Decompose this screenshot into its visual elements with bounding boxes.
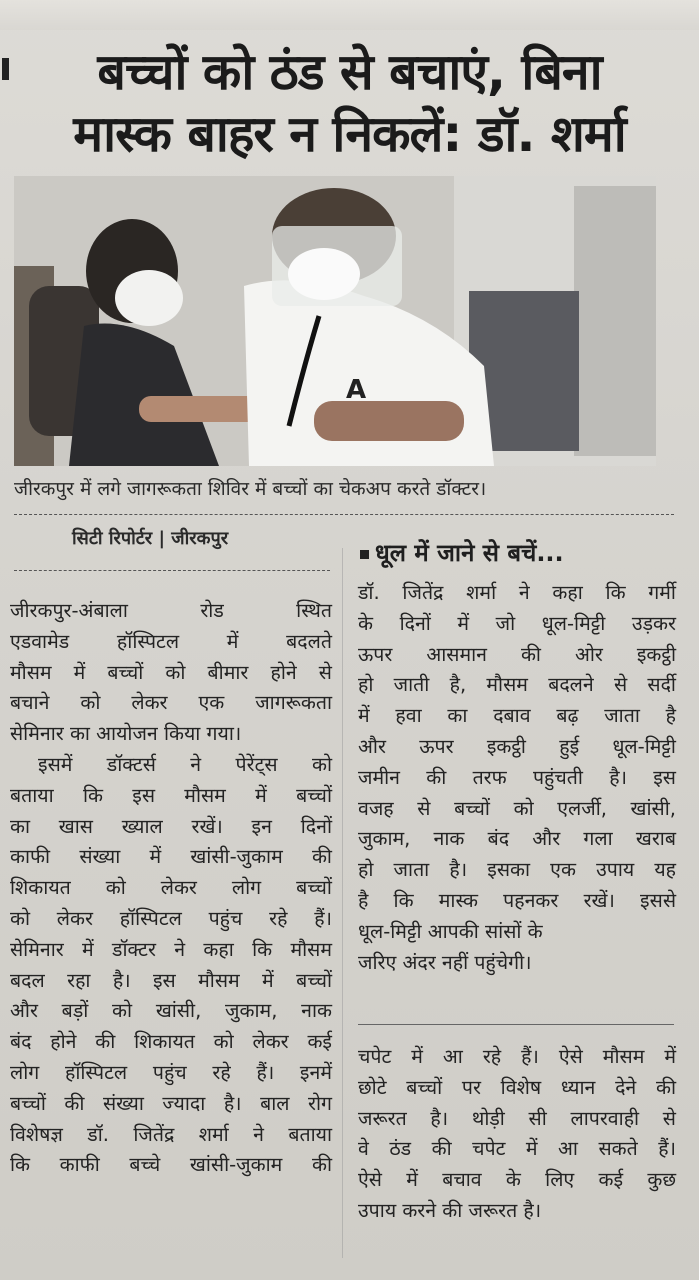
- text-line: जुकाम, नाक बंद और गला खराब: [358, 827, 676, 851]
- text-line: और बड़ों को खांसी, जुकाम, नाक: [10, 999, 332, 1023]
- text-line: विशेषज्ञ डॉ. जितेंद्र शर्मा ने बताया: [10, 1122, 332, 1146]
- text-line: मौसम में बच्चों को बीमार होने से: [10, 660, 332, 684]
- text-line: डॉ. जितेंद्र शर्मा ने कहा कि गर्मी: [358, 581, 676, 604]
- text-line: बच्चों की संख्या ज्यादा है। बाल रोग: [10, 1091, 332, 1115]
- headline-line-2: मास्क बाहर न निकलें: डॉ. शर्मा: [73, 105, 626, 163]
- text-line: लोग हॉस्पिटल पहुंच रहे हैं। इनमें: [10, 1060, 332, 1084]
- text-line: बचाने को लेकर एक जागरूकता: [10, 691, 332, 715]
- text-line: वे ठंड की चपेट में आ सकते हैं।: [358, 1137, 676, 1161]
- text-line: जरूरत है। थोड़ी सी लापरवाही से: [358, 1106, 676, 1130]
- news-photo: [14, 176, 656, 466]
- subheading: [360, 536, 564, 569]
- subheading-text: धूल में जाने से बचें...: [375, 539, 564, 567]
- text-line: को लेकर हॉस्पिटल पहुंच रहे हैं।: [10, 906, 332, 930]
- article-body-right: [358, 578, 676, 978]
- text-line: इसमें डॉक्टर्स ने पेरेंट्स को: [38, 752, 332, 776]
- bullet-square-icon: [360, 550, 369, 559]
- doctor-checkup-photo: [14, 176, 656, 466]
- text-line: जमीन की तरफ पहुंचती है। इस: [358, 765, 676, 789]
- text-line: एडवामेड हॉस्पिटल में बदलते: [10, 629, 332, 653]
- text-line: हो जाती है, मौसम बदलने से सर्दी: [358, 673, 676, 697]
- text-line: बंद होने की शिकायत को लेकर कई: [10, 1030, 332, 1054]
- text-line: बदल रहा है। इस मौसम में बच्चों: [10, 968, 332, 992]
- text-line: चपेट में आ रहे हैं। ऐसे मौसम में: [358, 1045, 676, 1068]
- text-line: काफी संख्या में खांसी-जुकाम की: [10, 845, 332, 869]
- byline: सिटी रिपोर्टर | जीरकपुर: [72, 528, 229, 549]
- text-line: छोटे बच्चों पर विशेष ध्यान देने की: [358, 1075, 676, 1099]
- text-line: सेमिनार का आयोजन किया गया।: [10, 722, 242, 746]
- text-line: जरिए अंदर नहीं पहुंचेगी।: [358, 950, 532, 974]
- text-line: वजह से बच्चों को एलर्जी, खांसी,: [358, 796, 676, 820]
- text-line: हो जाता है। इसका एक उपाय यह: [358, 858, 676, 882]
- article-body-left: [10, 596, 332, 1181]
- page-fold: [0, 0, 699, 30]
- text-line: धूल-मिट्टी आपकी सांसों के: [358, 919, 543, 943]
- headline-line-1: बच्चों को ठंड से बचाएं, बिना: [97, 43, 602, 101]
- text-line: बताया कि इस मौसम में बच्चों: [10, 783, 332, 807]
- byline-divider: [14, 570, 330, 571]
- article-body-right-continued: [358, 1042, 676, 1227]
- column-divider: [342, 548, 343, 1258]
- section-divider: [358, 1024, 674, 1025]
- text-line: उपाय करने की जरूरत है।: [358, 1198, 542, 1222]
- text-line: में हवा का दबाव बढ़ जाता है: [358, 704, 676, 728]
- text-line: और ऊपर इकट्ठी हुई धूल-मिट्टी: [358, 734, 676, 758]
- shirt-logo-text: A: [346, 375, 367, 405]
- text-line: है कि मास्क पहनकर रखें। इससे: [358, 888, 676, 912]
- text-line: जीरकपुर-अंबाला रोड स्थित: [10, 599, 332, 622]
- text-line: सेमिनार में डॉक्टर ने कहा कि मौसम: [10, 937, 332, 961]
- text-line: ऊपर आसमान की ओर इकट्ठी: [358, 642, 676, 666]
- text-line: शिकायत को लेकर लोग बच्चों: [10, 876, 332, 900]
- photo-caption: जीरकपुर में लगे जागरूकता शिविर में बच्चों का चेकअप करते डॉक्टर।: [14, 478, 487, 500]
- text-line: के दिनों में जो धूल-मिट्टी उड़कर: [358, 611, 676, 635]
- text-line: ऐसे में बचाव के लिए कई कुछ: [358, 1168, 676, 1192]
- text-line: का खास ख्याल रखें। इन दिनों: [10, 814, 332, 838]
- text-line: कि काफी बच्चे खांसी-जुकाम की: [10, 1153, 332, 1177]
- caption-divider: [14, 514, 674, 515]
